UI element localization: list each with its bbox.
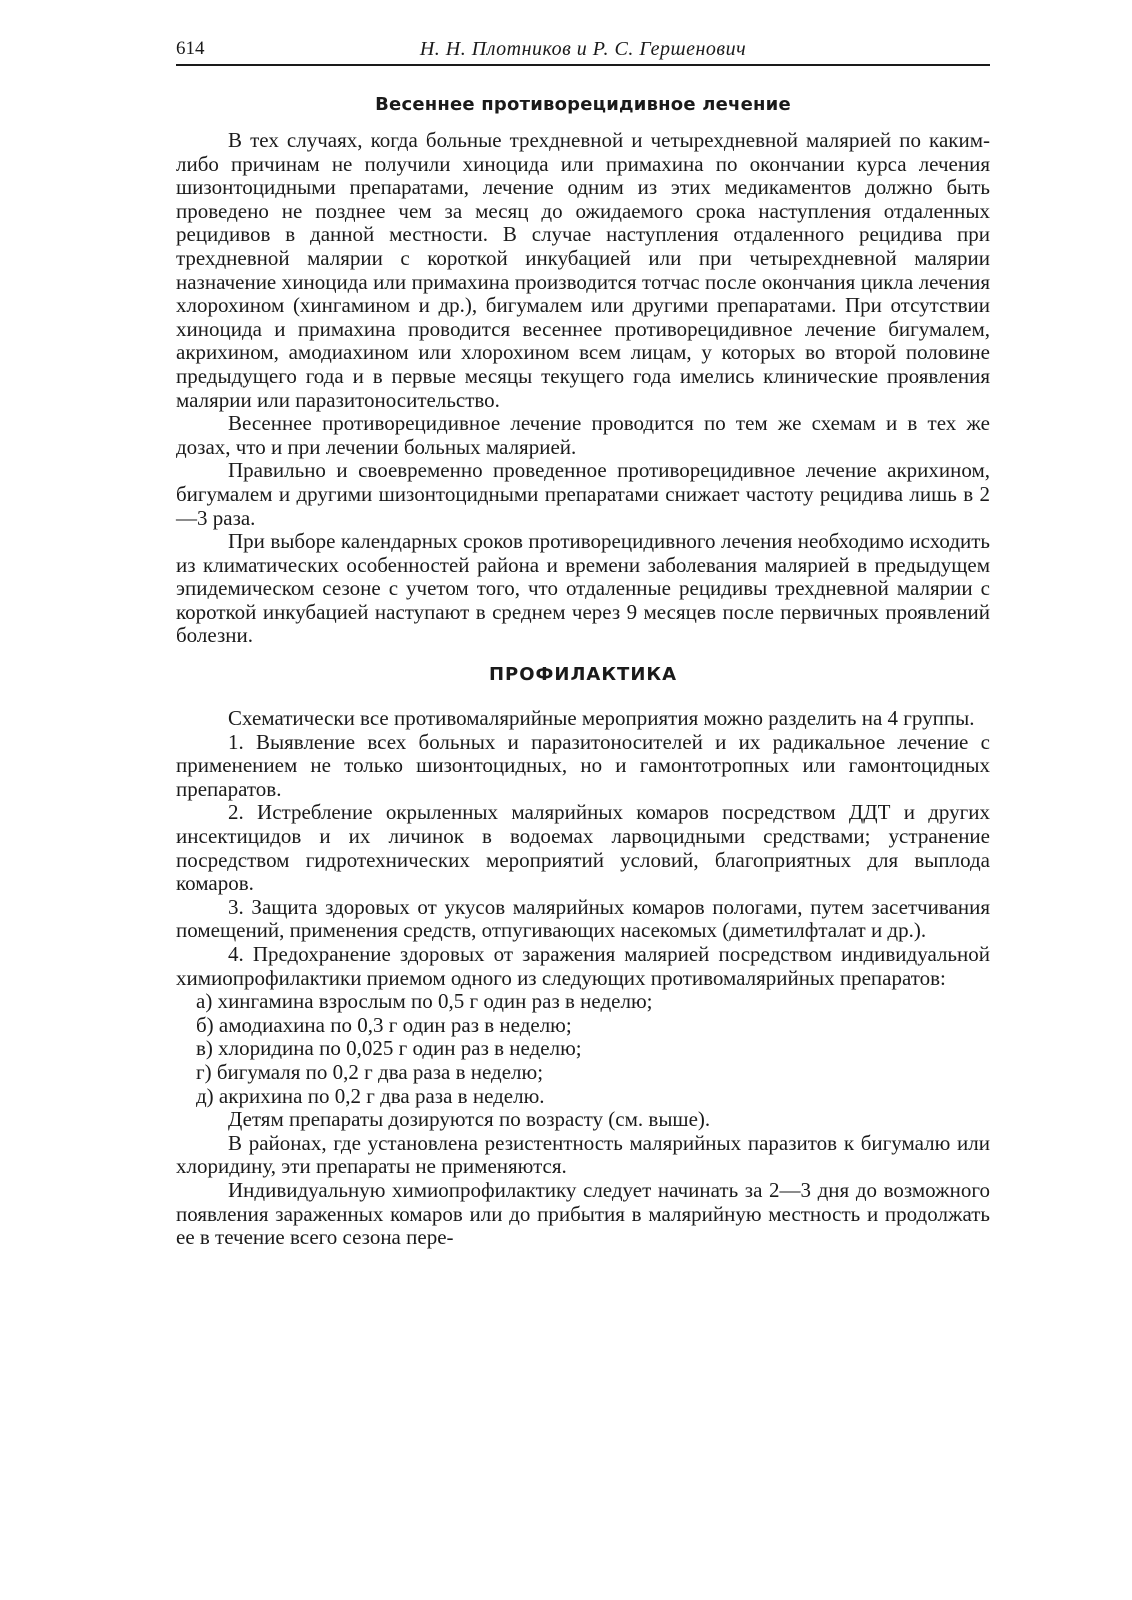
measure-group-item: 4. Предохранение здоровых от заражения малярией посредством индивидуальной химиопрофилактики приемом одного из следующих противомалярийных препаратов:	[176, 942, 990, 990]
drug-dose-item: г) бигумаля по 0,2 г два раза в неделю;	[196, 1059, 544, 1084]
drug-dose-item: а) хингамина взрослым по 0,5 г один раз в неделю;	[196, 989, 653, 1014]
paragraph: Индивидуальную химиопрофилактику следует начинать за 2—3 дня до возможного появления зараженных комаров или до прибытия в малярийную местность и продолжать ее в течение всего сезона пере-	[176, 1177, 990, 1250]
section-title-spring-treatment: Весеннее противорецидивное лечение	[375, 94, 791, 115]
page-number: 614	[176, 38, 205, 59]
drug-dose-item: б) амодиахина по 0,3 г один раз в неделю;	[196, 1012, 572, 1037]
paragraph: При выборе календарных сроков противорецидивного лечения необходимо исходить из климатических особенностей района и времени заболевания малярией в предыдущем эпидемическом сезоне с учетом того, что отдаленные рецидивы трехдневной малярии с короткой инкубацией наступают в среднем через 9 месяцев после первичных проявлений болезни.	[176, 529, 990, 648]
paragraph: Весеннее противорецидивное лечение проводится по тем же схемам и в тех же дозах, что и при лечении больных малярией.	[176, 411, 990, 459]
paragraph: В тех случаях, когда больные трехдневной и четырехдневной малярией по каким-либо причинам не получили хиноцида или примахина по окончании курса лечения шизонтоцидными препаратами, лечение одним из этих медикаментов должно быть проведено не позднее чем за месяц до ожидаемого срока наступления отдаленных рецидивов в данной местности. В случае наступления отдаленного рецидива при трехдневной малярии с короткой инкубацией или при четырехдневной малярии назначение хиноцида или примахина производится тотчас после окончания цикла лечения хлорохином (хингамином и др.), бигумалем или другими препаратами. При отсутствии хиноцида и примахина проводится весеннее противорецидивное лечение бигумалем, акрихином, амодиахином или хлорохином всем лицам, у которых во второй половине предыдущего года и в первые месяцы текущего года имелись клинические проявления малярии или паразитоносительство.	[176, 128, 990, 412]
section-title-prophylaxis: ПРОФИЛАКТИКА	[488, 664, 678, 686]
measure-group-item: 2. Истребление окрыленных малярийных комаров посредством ДДТ и других инсектицидов и их личинок в водоемах ларвоцидными средствами; устранение посредством гидротехнических мероприятий условий, благоприятных для выплода комаров.	[176, 800, 990, 896]
measure-group-item: 3. Защита здоровых от укусов малярийных комаров пологами, путем засетчивания помещений, применения средств, отпугивающих насекомых (диметилфталат и др.).	[176, 894, 990, 943]
paragraph: Схематически все противомалярийные мероприятия можно разделить на 4 группы.	[228, 706, 975, 731]
measure-group-item: 1. Выявление всех больных и паразитоносителей и их радикальное лечение с применением не только шизонтоцидных, но и гамонтотропных или гамонтоцидных препаратов.	[176, 729, 990, 801]
book-page	[176, 34, 990, 1250]
running-header-authors: Н. Н. Плотников и Р. С. Гершенович	[419, 38, 747, 60]
drug-dose-item: д) акрихина по 0,2 г два раза в неделю.	[196, 1083, 545, 1108]
drug-dose-item: в) хлоридина по 0,025 г один раз в неделю;	[196, 1036, 582, 1061]
running-header	[176, 34, 990, 66]
paragraph: В районах, где установлена резистентность малярийных паразитов к бигумалю или хлоридину, эти препараты не применяются.	[176, 1130, 990, 1179]
paragraph: Детям препараты дозируются по возрасту (см. выше).	[228, 1107, 711, 1132]
paragraph: Правильно и своевременно проведенное противорецидивное лечение акрихином, бигумалем и другими шизонтоцидными препаратами снижает частоту рецидива лишь в 2—3 раза.	[176, 458, 990, 530]
